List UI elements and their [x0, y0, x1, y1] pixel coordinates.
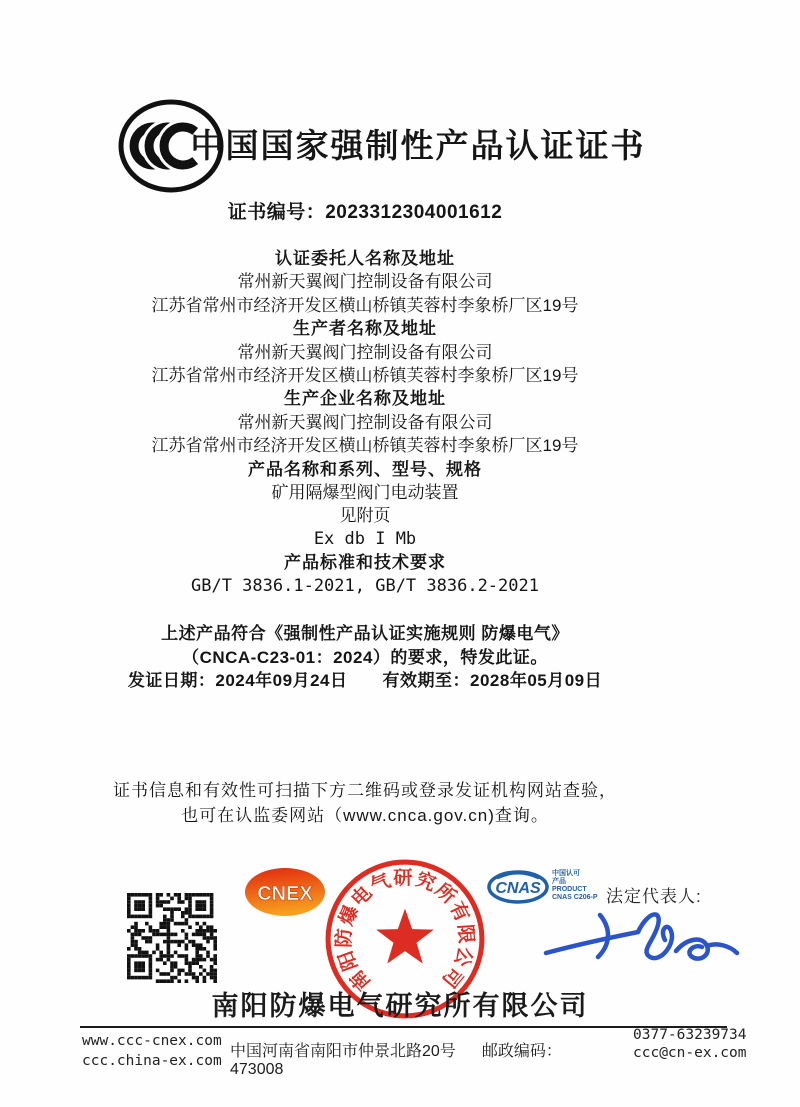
- handwritten-signature-icon: [538, 901, 748, 985]
- applicant-name: 常州新天翼阀门控制设备有限公司: [237, 272, 493, 292]
- factory-address: 江苏省常州市经济开发区横山桥镇芙蓉村李象桥厂区19号: [151, 436, 579, 456]
- product-name: 矿用隔爆型阀门电动装置: [271, 483, 459, 503]
- issuer-postcode: 邮政编码：473008: [230, 1043, 562, 1078]
- conformity-statement: [0, 622, 730, 693]
- standards: GB/T 3836.1-2021, GB/T 3836.2-2021: [191, 575, 539, 596]
- issuer-email: ccc@cn-ex.com: [633, 1045, 747, 1061]
- cnas-label: CNAS: [495, 880, 541, 897]
- section-heading-factory: 生产企业名称及地址: [284, 389, 446, 409]
- factory-name: 常州新天翼阀门控制设备有限公司: [237, 412, 493, 432]
- red-star-icon: [376, 909, 434, 964]
- applicant-address: 江苏省常州市经济开发区横山桥镇芙蓉村李象桥厂区19号: [151, 295, 579, 315]
- cnex-label: CNEX: [257, 883, 313, 905]
- website-url: ccc.china-ex.com: [82, 1053, 222, 1069]
- issuer-websites: [82, 1031, 222, 1071]
- section-heading-standards: 产品标准和技术要求: [284, 553, 446, 573]
- producer-name: 常州新天翼阀门控制设备有限公司: [237, 342, 493, 362]
- legal-rep-label: 法定代表人:: [606, 887, 702, 906]
- certificate-body: [0, 247, 730, 598]
- issuer-phone: 0377-63239734: [633, 1027, 747, 1043]
- ex-marking: Ex db I Mb: [313, 528, 417, 549]
- verify-line: 也可在认监委网站（www.cnca.gov.cn)查询。: [181, 806, 549, 825]
- footer-divider: [80, 1026, 727, 1028]
- issue-and-expiry-dates: 发证日期：2024年09月24日 有效期至：2028年05月09日: [127, 671, 603, 691]
- issuer-contact: [633, 1026, 747, 1062]
- cnex-logo-icon: [243, 866, 327, 919]
- verification-note: [0, 778, 730, 828]
- issuer-address: 中国河南省南阳市仲景北路20号: [230, 1043, 456, 1060]
- certificate-title: 中国国家强制性产品认证证书: [190, 127, 646, 164]
- qr-code-icon: [127, 893, 217, 983]
- statement-line: 上述产品符合《强制性产品认证实施规则 防爆电气》: [161, 624, 569, 643]
- statement-line: （CNCA-C23-01：2024）的要求，特发此证。: [182, 647, 548, 667]
- stamp-text: 南阳防爆电气研究所有限公司: [334, 868, 477, 994]
- section-heading-producer: 生产者名称及地址: [293, 319, 437, 339]
- product-models: 见附页: [339, 506, 391, 526]
- verify-line: 证书信息和有效性可扫描下方二维码或登录发证机构网站查验，: [113, 781, 617, 800]
- website-url: www.ccc-cnex.com: [82, 1033, 222, 1049]
- certificate-number: 证书编号：2023312304001612: [227, 202, 503, 223]
- issuer-address-block: [230, 1038, 590, 1079]
- producer-address: 江苏省常州市经济开发区横山桥镇芙蓉村李象桥厂区19号: [151, 366, 579, 386]
- section-heading-applicant: 认证委托人名称及地址: [275, 249, 455, 268]
- cnas-sub-text: 中国认可 产品 PRODUCT CNAS C206-P: [552, 870, 598, 901]
- section-heading-product: 产品名称和系列、型号、规格: [248, 459, 482, 479]
- issuer-name: 南阳防爆电气研究所有限公司: [211, 991, 589, 1021]
